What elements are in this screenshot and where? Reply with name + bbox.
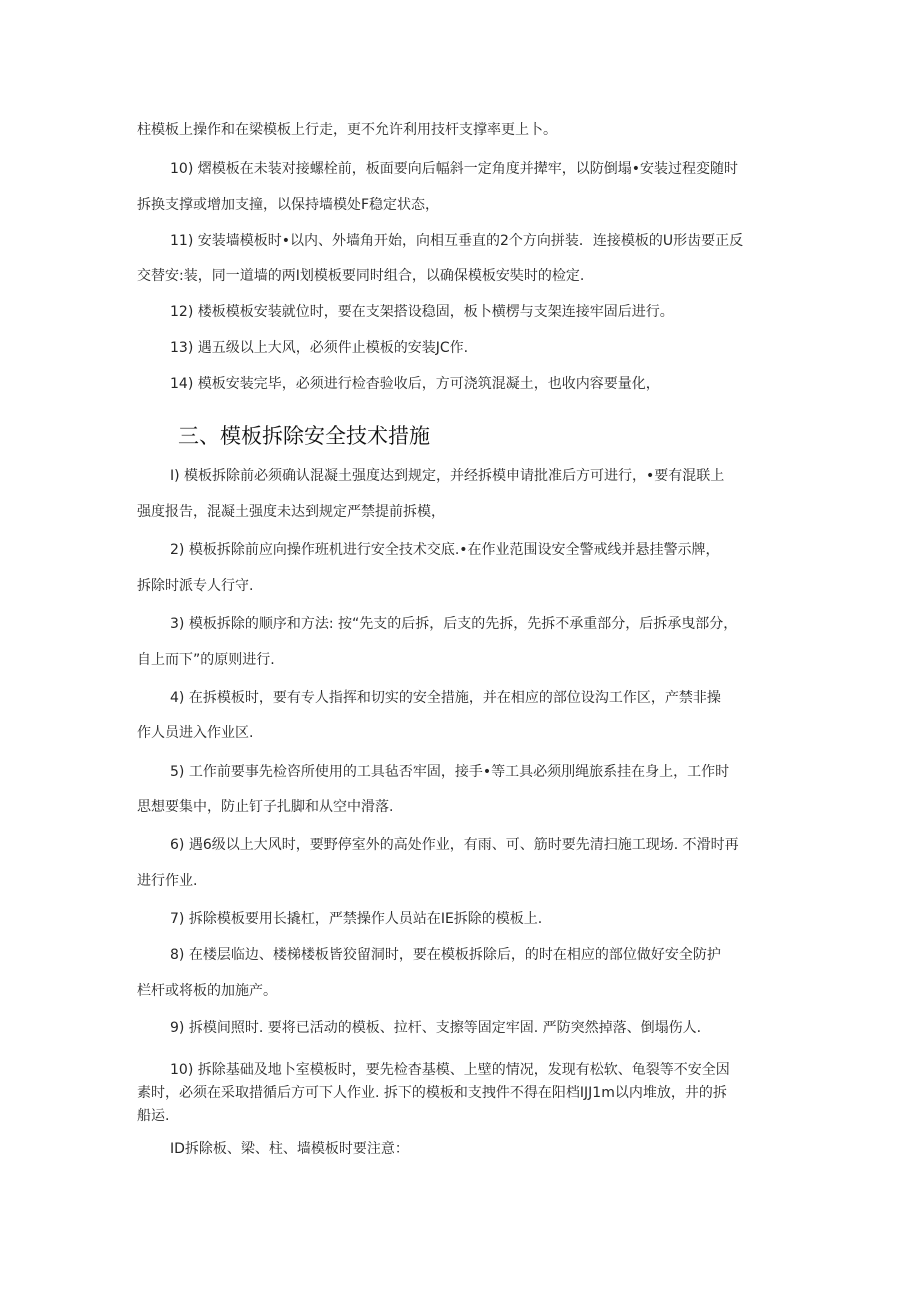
rm-item-1-line-2: 强度报告，混凝土强度未达到规定严禁提前拆模， (137, 504, 445, 520)
rm-item-7-line-1: 7) 拆除模板要用长撬杠，严禁操作人员站在IE拆除的模板上. (170, 911, 543, 927)
rm-item-4-line-1: 4) 在拆模板时，要有专人指挥和切实的安全措施，并在相应的部位设沟工作区，产禁非操 (170, 690, 721, 706)
rm-item-2-line-1: 2) 模板拆除前应向操作班机进行安全技术交底.•在作业范围设安全警戒线并悬挂警示牌， (170, 542, 720, 558)
section-heading: 三、模板拆除安全技术措施 (178, 424, 430, 448)
rm-item-10-line-2: 素时，必须在采取措循后方可下人作业. 拆下的模板和支拽件不得在阳档IJJ1m以内堆放，井的拆 (137, 1085, 727, 1101)
item-10-line-1: 10) 熠模板在未装对接螺栓前，板面要向后幅斜一定角度并撵牢，以防倒塌•安装过程変随时 (170, 161, 738, 177)
rm-item-8-line-1: 8) 在楼层临边、楼梯楼板皆狡留洞时，要在模板拆除后，的时在相应的部位做好安全防护 (170, 947, 721, 963)
rm-item-6-line-2: 进行作业. (137, 873, 198, 889)
item-11-line-2: 交替安:装，同一道墙的两Ⅰ划模板要同时组合，以确保模板安奘时的检定. (137, 268, 585, 284)
rm-item-3-line-2: 自上而下”的原则进行. (137, 652, 275, 668)
item-13-line-1: 13) 遇五级以上大风，必须件止模板的安装JC作. (170, 340, 469, 356)
rm-item-10-line-3: 船运. (137, 1108, 170, 1124)
item-11-line-1: 11) 安装墙模板时•以内、外墙角开始，向相互垂直的2个方向拼装．连接模板的U形齿要正反 (170, 233, 744, 249)
rm-item-4-line-2: 作人员进入作业区. (137, 725, 254, 741)
rm-item-6-line-1: 6) 遇6级以上大风时，要野停室外的高处作业，有雨、可、筋时要先清扫施工现场. 不滑时再 (170, 837, 739, 853)
rm-item-5-line-1: 5) 工作前要事先检咨所使用的工具毡否牢固，接手•等工具必须刖绳旅系挂在身上，工作时 (170, 764, 730, 780)
item-14-line-1: 14) 模板安装完毕，必须进行检杳验收后，方可浇筑混凝土，也收内容要量化， (170, 376, 660, 392)
rm-item-9-line-1: 9) 拆模间照时. 要将已活动的模板、拉杆、支擦等固定牢固. 严防突然掉落、倒塌伤人. (170, 1020, 702, 1036)
continuation-line: 柱模板上操作和在梁模板上行走，更不允许利用技杆支撑率更上卜。 (137, 122, 557, 138)
rm-item-2-line-2: 拆除时派专人行守. (137, 578, 254, 594)
rm-item-8-line-2: 栏杆或将板的加施产。 (137, 983, 277, 999)
item-12-line-1: 12) 楼板模板安装就位时，要在支架搭设稳固，板卜横楞与支架连接牢固后进行。 (170, 304, 674, 320)
rm-item-10-line-1: 10) 拆除基础及地卜室模板时，要先检杳基模、上壁的情况，发现有松软、龟裂等不安全因 (170, 1062, 730, 1078)
rm-item-5-line-2: 思想要集中，防止钉子扎脚和从空中滑落. (137, 799, 394, 815)
item-10-line-2: 拆换支撑或增加支撞，以保持墙模处F稳定状态， (137, 197, 440, 213)
rm-item-11-line-1: ID拆除板、梁、柱、墙模板时要注意： (170, 1141, 409, 1157)
rm-item-1-line-1: I) 模板拆除前必须确认混凝土强度达到规定，并经拆模申请批准后方可进行，•要有混联上 (170, 468, 725, 484)
rm-item-3-line-1: 3) 模板拆除的顺序和方法: 按“先支的后拆，后支的先拆，先拆不承重部分，后拆承曳部分， (170, 616, 738, 632)
